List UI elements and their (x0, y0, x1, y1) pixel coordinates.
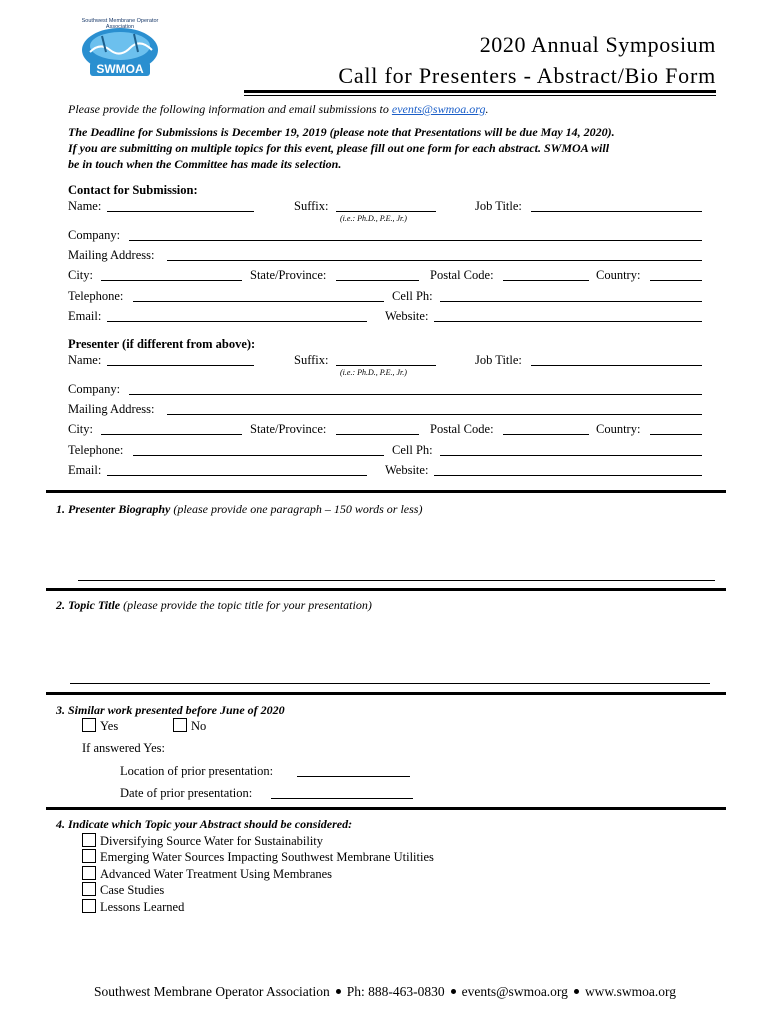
presenter-name-label: Name: (68, 353, 102, 367)
no-label: No (191, 719, 207, 733)
topic-title-field[interactable] (70, 683, 710, 684)
section3-heading (56, 703, 285, 718)
section2-rule (46, 588, 726, 591)
presenter-state-field[interactable] (336, 434, 419, 435)
title-rule-thin (244, 95, 716, 96)
topic-option-label: Lessons Learned (100, 900, 185, 914)
section4-rule (46, 807, 726, 810)
contact-website-field[interactable] (434, 321, 702, 322)
topic-option-label: Emerging Water Sources Impacting Southwest Membrane Utilities (100, 850, 434, 864)
presenter-city-field[interactable] (101, 434, 242, 435)
presenter-suffix-label: Suffix: (294, 353, 329, 367)
contact-name-field[interactable] (107, 211, 254, 212)
topic-option[interactable] (82, 849, 434, 865)
contact-job-title-label: Job Title: (475, 199, 522, 213)
contact-cell-field[interactable] (440, 301, 702, 302)
topic-option-label: Diversifying Source Water for Sustainability (100, 834, 324, 848)
prior-location-field[interactable] (297, 776, 410, 777)
contact-email-field[interactable] (107, 321, 367, 322)
section3-rule (46, 692, 726, 695)
topic-option[interactable] (82, 866, 332, 882)
contact-company-label: Company: (68, 228, 121, 242)
presenter-cell-field[interactable] (440, 455, 702, 456)
section4-heading (56, 817, 352, 832)
contact-postal-label: Postal Code: (430, 268, 494, 282)
yes-option[interactable] (82, 718, 118, 734)
presenter-telephone-label: Telephone: (68, 443, 124, 457)
contact-postal-field[interactable] (503, 280, 589, 281)
topic-option-label: Case Studies (100, 883, 165, 897)
contact-country-label: Country: (596, 268, 641, 282)
presenter-cell-label: Cell Ph: (392, 443, 433, 457)
topic-option-label: Advanced Water Treatment Using Membranes (100, 867, 333, 881)
section2-note: (please provide the topic title for your presentation) (120, 598, 372, 612)
section1-note: (please provide one paragraph – 150 words or less) (170, 502, 423, 516)
presenter-postal-label: Postal Code: (430, 422, 494, 436)
title-rule-thick (244, 90, 716, 93)
presenter-name-field[interactable] (107, 365, 254, 366)
yes-label: Yes (100, 719, 119, 733)
contact-telephone-label: Telephone: (68, 289, 124, 303)
presenter-email-label: Email: (68, 463, 102, 477)
intro-text: Please provide the following information and email submissions to (68, 102, 392, 116)
intro-period: . (485, 102, 489, 116)
footer-website[interactable]: www.swmoa.org (584, 984, 677, 999)
bullet-icon (336, 989, 341, 994)
form-title-line2: Call for Presenters - Abstract/Bio Form (338, 63, 716, 88)
presenter-telephone-field[interactable] (133, 455, 384, 456)
topic-checkbox[interactable] (82, 833, 96, 847)
presenter-suffix-hint: (i.e.: Ph.D., P.E., Jr.) (340, 368, 407, 377)
presenter-mailing-field[interactable] (167, 414, 702, 415)
presenter-website-label: Website: (385, 463, 429, 477)
section4-title: Indicate which Topic your Abstract should be considered: (68, 817, 353, 831)
section2-title: Topic Title (68, 598, 121, 612)
bullet-icon (574, 989, 579, 994)
section1-heading (56, 502, 422, 517)
topic-option[interactable] (82, 833, 323, 849)
presenter-city-label: City: (68, 422, 94, 436)
footer (0, 984, 770, 1000)
logo-text: SWMOA (96, 62, 144, 76)
contact-heading: Contact for Submission: (68, 183, 198, 197)
contact-telephone-field[interactable] (133, 301, 384, 302)
form-title-line1: 2020 Annual Symposium (479, 32, 716, 57)
no-checkbox[interactable] (173, 718, 187, 732)
section4-number: 4. (56, 817, 65, 831)
presenter-mailing-label: Mailing Address: (68, 402, 155, 416)
contact-city-label: City: (68, 268, 94, 282)
contact-suffix-field[interactable] (336, 211, 436, 212)
contact-city-field[interactable] (101, 280, 242, 281)
section2-number: 2. (56, 598, 65, 612)
deadline-line1: The Deadline for Submissions is December 19, 2019 (please note that Presentations will be due May 14, 2020). (68, 125, 615, 139)
footer-email[interactable]: events@swmoa.org (461, 984, 568, 999)
contact-suffix-hint: (i.e.: Ph.D., P.E., Jr.) (340, 214, 407, 223)
contact-mailing-label: Mailing Address: (68, 248, 155, 262)
footer-phone: Ph: 888-463-0830 (346, 984, 445, 999)
presenter-country-field[interactable] (650, 434, 702, 435)
section1-number: 1. (56, 502, 65, 516)
yes-checkbox[interactable] (82, 718, 96, 732)
topic-checkbox[interactable] (82, 882, 96, 896)
presenter-email-field[interactable] (107, 475, 367, 476)
section1-title: Presenter Biography (68, 502, 171, 516)
prior-date-field[interactable] (271, 798, 413, 799)
deadline-line3: be in touch when the Committee has made its selection. (68, 157, 342, 171)
biography-field[interactable] (78, 580, 715, 581)
presenter-postal-field[interactable] (503, 434, 589, 435)
section2-heading (56, 598, 372, 613)
section3-title: Similar work presented before June of 2020 (68, 703, 285, 717)
topic-checkbox[interactable] (82, 866, 96, 880)
bullet-icon (451, 989, 456, 994)
presenter-job-title-field[interactable] (531, 365, 702, 366)
contact-state-label: State/Province: (250, 268, 327, 282)
contact-state-field[interactable] (336, 280, 419, 281)
contact-mailing-field[interactable] (167, 260, 702, 261)
presenter-state-label: State/Province: (250, 422, 327, 436)
no-option[interactable] (173, 718, 206, 734)
presenter-heading: Presenter (if different from above): (68, 337, 256, 351)
intro-line (68, 102, 488, 117)
deadline-line2: If you are submitting on multiple topics for this event, please fill out one form for each abstract. SWMOA will (68, 141, 610, 155)
contact-company-field[interactable] (129, 240, 702, 241)
contact-suffix-label: Suffix: (294, 199, 329, 213)
email-link[interactable]: events@swmoa.org (391, 102, 486, 116)
presenter-country-label: Country: (596, 422, 641, 436)
presenter-company-label: Company: (68, 382, 121, 396)
presenter-website-field[interactable] (434, 475, 702, 476)
contact-cell-label: Cell Ph: (392, 289, 433, 303)
topic-option[interactable] (82, 882, 164, 898)
prior-location-label: Location of prior presentation: (120, 764, 274, 778)
presenter-suffix-field[interactable] (336, 365, 436, 366)
presenter-company-field[interactable] (129, 394, 702, 395)
contact-country-field[interactable] (650, 280, 702, 281)
contact-name-label: Name: (68, 199, 102, 213)
logo-caption: Southwest Membrane Operator Association (81, 18, 159, 30)
presenter-job-title-label: Job Title: (475, 353, 522, 367)
swmoa-logo (76, 18, 164, 82)
prior-date-label: Date of prior presentation: (120, 786, 253, 800)
section1-rule (46, 490, 726, 493)
topic-checkbox[interactable] (82, 899, 96, 913)
contact-job-title-field[interactable] (531, 211, 702, 212)
topic-checkbox[interactable] (82, 849, 96, 863)
contact-website-label: Website: (385, 309, 429, 323)
footer-org: Southwest Membrane Operator Association (93, 984, 330, 999)
if-answered-label: If answered Yes: (82, 741, 165, 755)
section3-number: 3. (56, 703, 65, 717)
contact-email-label: Email: (68, 309, 102, 323)
topic-option[interactable] (82, 899, 184, 915)
